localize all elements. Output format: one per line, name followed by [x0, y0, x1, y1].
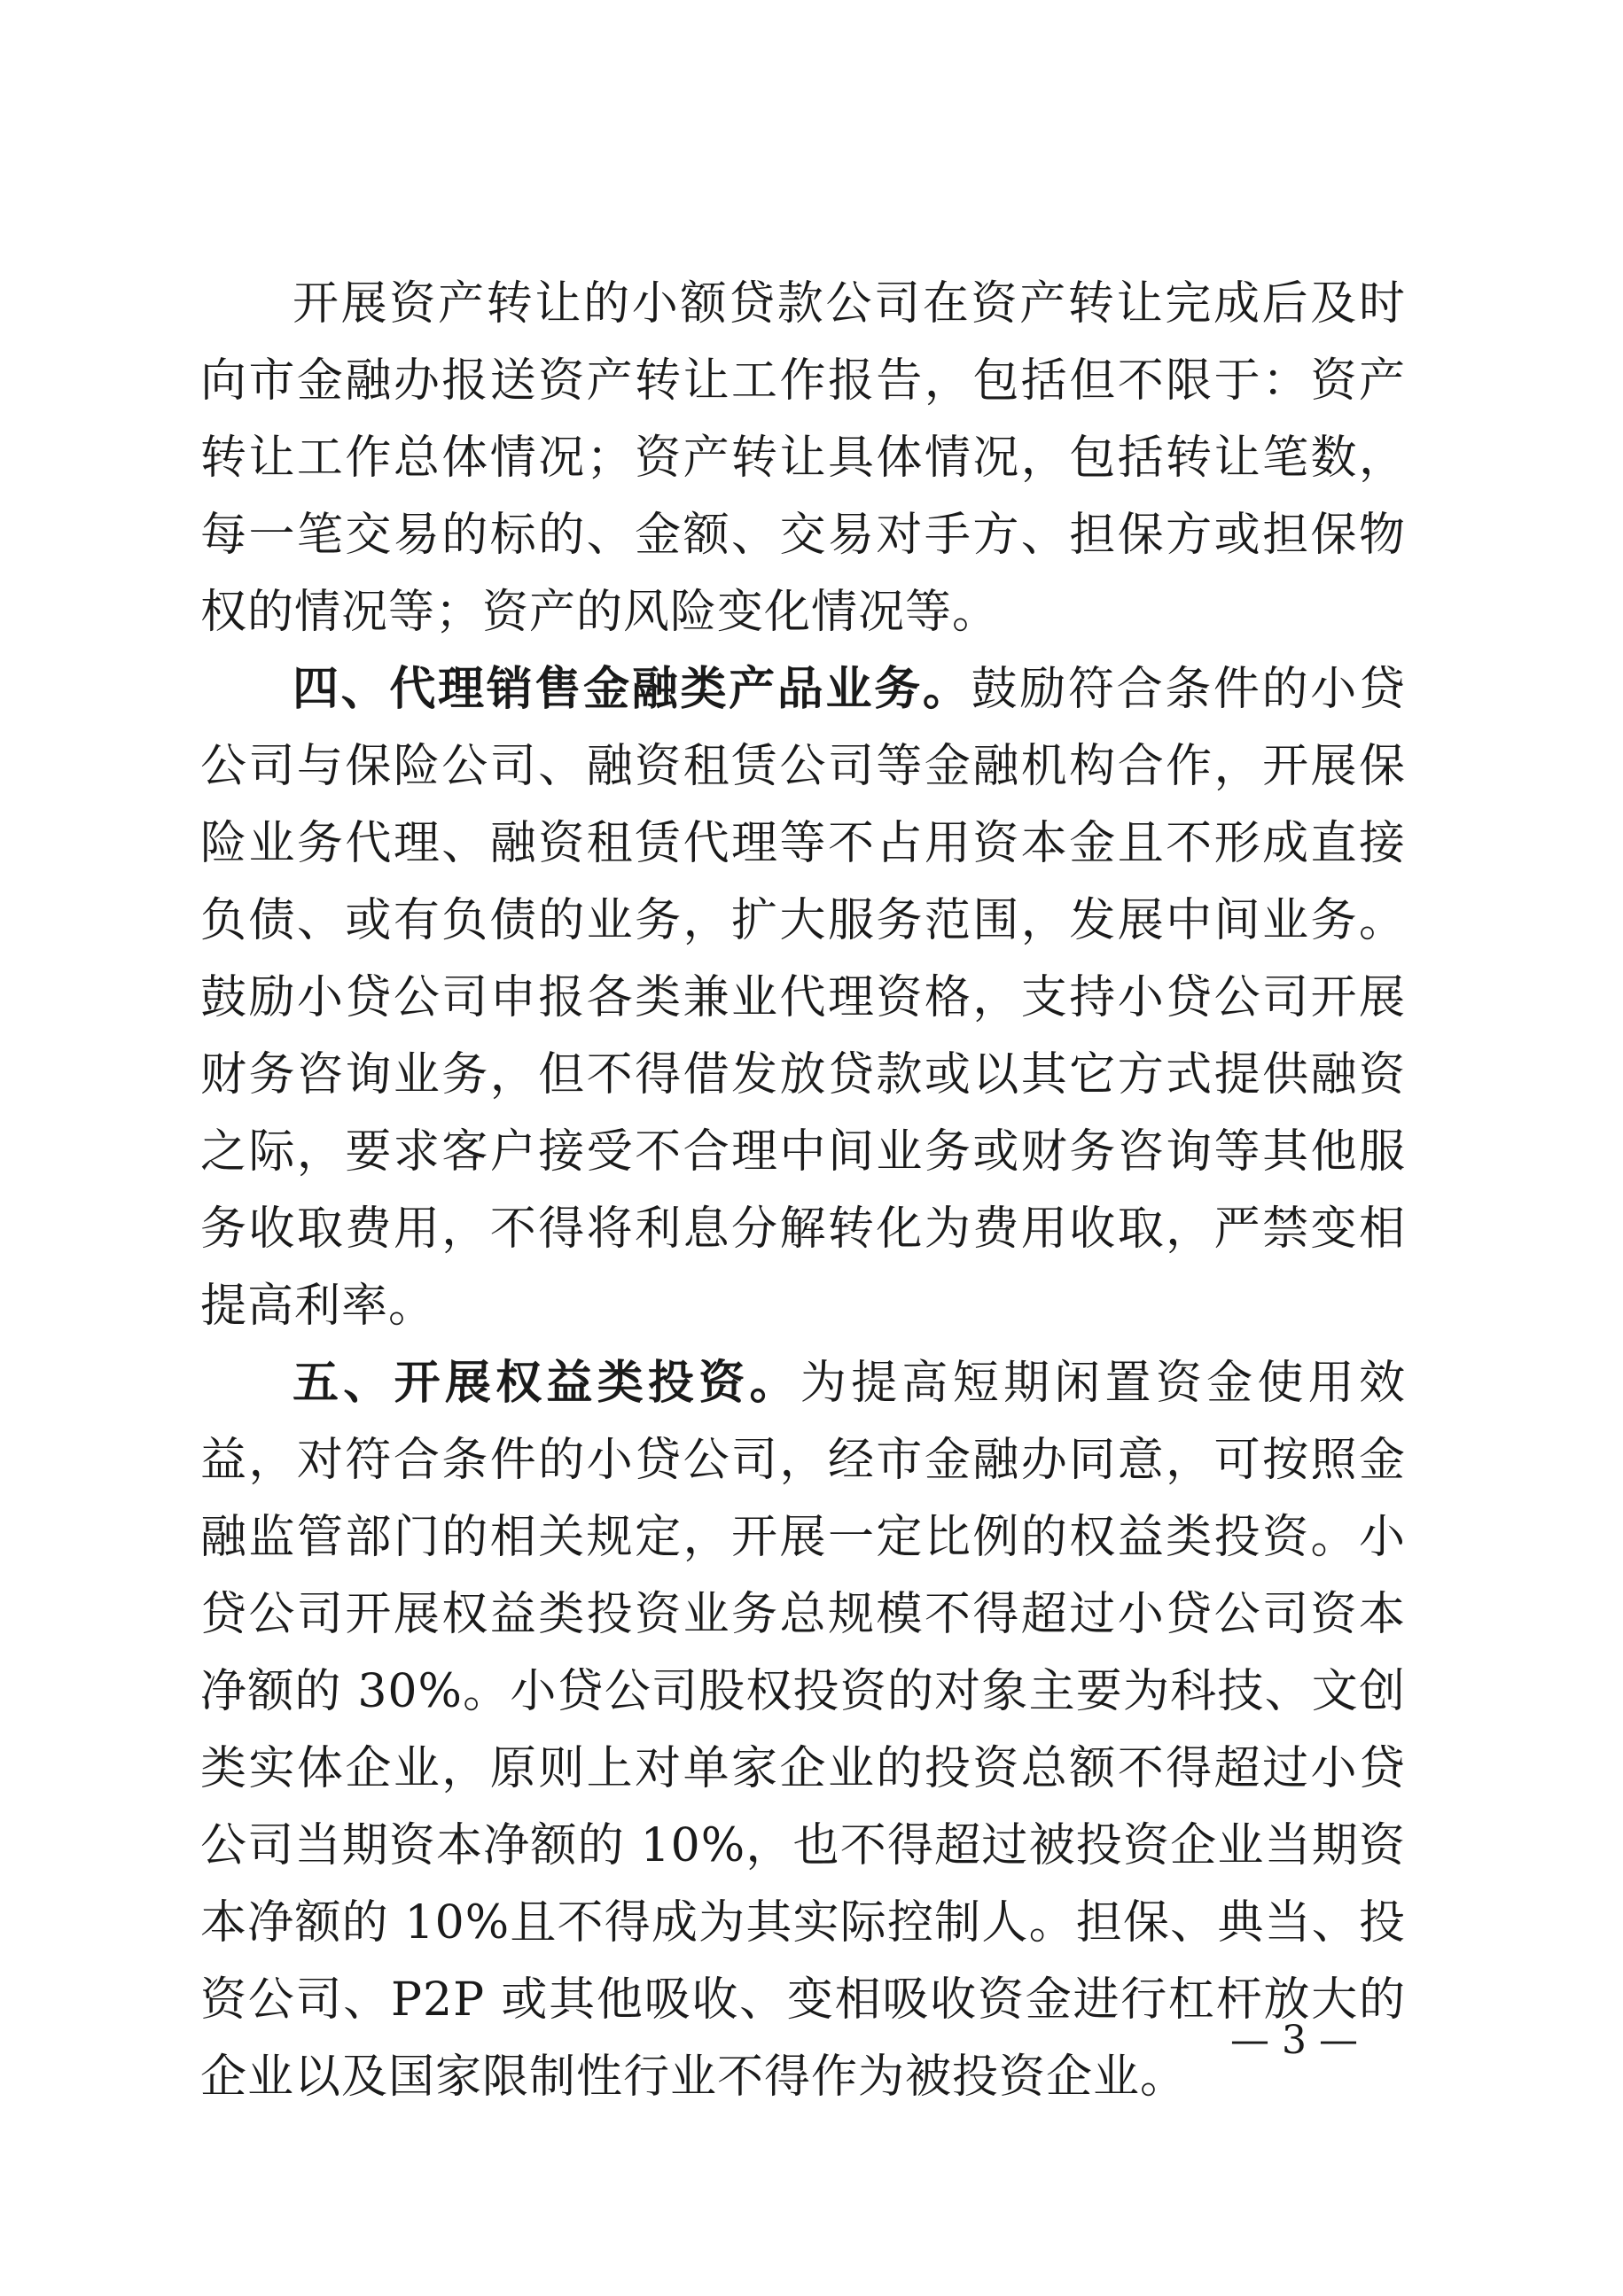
paragraph-asset-transfer-report [200, 266, 1406, 651]
section-heading-five: 五、开展权益类投资。 [293, 1357, 800, 1410]
paragraph-body: 开展资产转让的小额贷款公司在资产转让完成后及时向市金融办报送资产转让工作报告，包括但不限于：资产转让工作总体情况；资产转让具体情况，包括转让笔数，每一笔交易的标的、金额、交易对手方、担保方或担保物权的情况等；资产的风险变化情况等。 [200, 277, 1406, 639]
paragraph-equity-investment [200, 1345, 1406, 2116]
paragraph-agency-sales [200, 651, 1406, 1345]
section-heading-four: 四、代理销售金融类产品业务。 [293, 663, 971, 716]
paragraph-body: 鼓励符合条件的小贷公司与保险公司、融资租赁公司等金融机构合作，开展保险业务代理、融资租赁代理等不占用资本金且不形成直接负债、或有负债的业务，扩大服务范围，发展中间业务。鼓励小贷公司申报各类兼业代理资格，支持小贷公司开展财务咨询业务，但不得借发放贷款或以其它方式提供融资之际，要求客户接受不合理中间业务或财务咨询等其他服务收取费用，不得将利息分解转化为费用收取，严禁变相提高利率。 [200, 663, 1406, 1333]
page-number: — 3 — [1230, 2018, 1358, 2063]
paragraph-body: 为提高短期闲置资金使用效益，对符合条件的小贷公司，经市金融办同意，可按照金融监管部门的相关规定，开展一定比例的权益类投资。小贷公司开展权益类投资业务总规模不得超过小贷公司资本净额的 30%。小贷公司股权投资的对象主要为科技、文创类实体企业，原则上对单家企业的投资总额不得超过小贷公司当期资本净额的 10%，也不得超过被投资企业当期资本净额的 10%且不得成为其实际控制人。担保、典当、投资公司、P2P 或其他吸收、变相吸收资金进行杠杆放大的企业以及国家限制性行业不得作为被投资企业。 [200, 1357, 1406, 2104]
body-text [200, 266, 1406, 2116]
